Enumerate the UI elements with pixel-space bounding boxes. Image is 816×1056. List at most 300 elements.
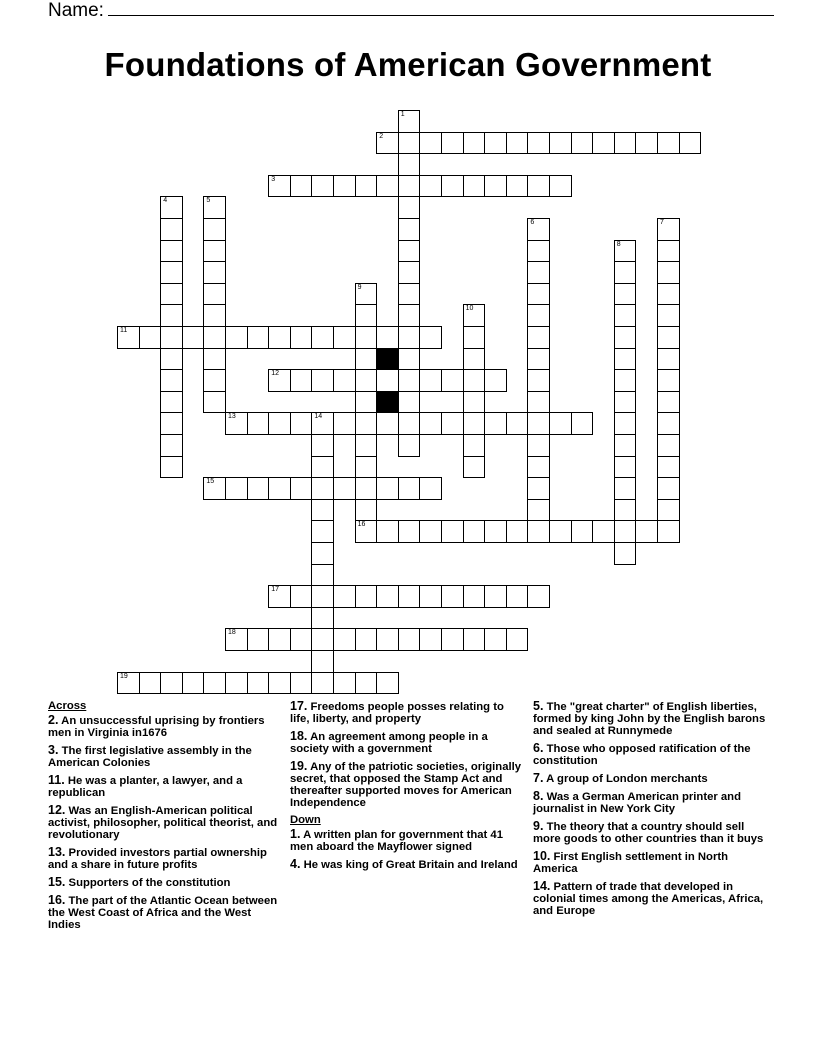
grid-cell[interactable] — [527, 477, 550, 500]
grid-cell[interactable] — [203, 391, 226, 414]
grid-cell[interactable] — [333, 326, 356, 349]
grid-cell[interactable] — [419, 175, 442, 198]
grid-cell[interactable] — [139, 672, 162, 695]
grid-cell[interactable] — [549, 175, 572, 198]
grid-cell[interactable] — [614, 304, 637, 327]
grid-cell[interactable] — [311, 564, 334, 587]
grid-cell[interactable] — [657, 369, 680, 392]
grid-cell[interactable] — [333, 412, 356, 435]
grid-cell[interactable] — [247, 628, 270, 651]
grid-cell[interactable] — [549, 520, 572, 543]
grid-cell[interactable] — [657, 434, 680, 457]
grid-cell[interactable] — [160, 391, 183, 414]
grid-cell[interactable] — [290, 585, 313, 608]
grid-cell[interactable] — [311, 434, 334, 457]
grid-cell[interactable] — [355, 456, 378, 479]
grid-cell[interactable] — [376, 672, 399, 695]
clue-text: An agreement among people in a society with a government — [290, 731, 488, 755]
grid-cell[interactable] — [527, 369, 550, 392]
grid-cell[interactable] — [160, 218, 183, 241]
grid-cell[interactable] — [484, 520, 507, 543]
grid-cell[interactable] — [398, 196, 421, 219]
grid-cell[interactable] — [203, 326, 226, 349]
clue-item — [290, 730, 526, 755]
grid-cell[interactable] — [311, 326, 334, 349]
grid-cell[interactable] — [355, 283, 378, 306]
grid-cell[interactable] — [376, 369, 399, 392]
grid-cell[interactable] — [160, 304, 183, 327]
grid-cell[interactable] — [549, 412, 572, 435]
grid-cell[interactable] — [419, 520, 442, 543]
grid-cell[interactable] — [290, 672, 313, 695]
grid-cell[interactable] — [398, 477, 421, 500]
clue-number-label: 2. — [48, 713, 59, 727]
grid-cell[interactable] — [657, 304, 680, 327]
grid-cell[interactable] — [419, 585, 442, 608]
grid-cell[interactable] — [290, 477, 313, 500]
grid-cell[interactable] — [527, 585, 550, 608]
grid-cell[interactable] — [419, 326, 442, 349]
clue-number-label: 5. — [533, 699, 544, 713]
grid-cell[interactable] — [614, 499, 637, 522]
grid-cell[interactable] — [484, 175, 507, 198]
grid-cell[interactable] — [225, 412, 248, 435]
grid-cell[interactable] — [463, 412, 486, 435]
grid-cell[interactable] — [311, 499, 334, 522]
clue-item — [48, 804, 284, 841]
grid-cell[interactable] — [398, 628, 421, 651]
grid-cell[interactable] — [398, 218, 421, 241]
grid-cell[interactable] — [290, 175, 313, 198]
grid-cell[interactable] — [376, 326, 399, 349]
clue-number: 3 — [271, 175, 276, 183]
grid-cell[interactable] — [160, 196, 183, 219]
grid-cell[interactable] — [657, 499, 680, 522]
grid-cell[interactable] — [268, 628, 291, 651]
grid-cell[interactable] — [419, 369, 442, 392]
grid-cell[interactable] — [376, 132, 399, 155]
clue-number-label: 3. — [48, 743, 59, 757]
grid-cell[interactable] — [571, 520, 594, 543]
grid-cell[interactable] — [355, 412, 378, 435]
grid-cell[interactable] — [355, 520, 378, 543]
grid-cell[interactable] — [441, 412, 464, 435]
grid-cell[interactable] — [290, 412, 313, 435]
grid-cell[interactable] — [333, 585, 356, 608]
clue-item — [290, 700, 526, 725]
grid-cell[interactable] — [506, 585, 529, 608]
clue-text: The part of the Atlantic Ocean between the West Coast of Africa and the West Indies — [48, 895, 278, 931]
grid-cell[interactable] — [441, 369, 464, 392]
clue-text: Pattern of trade that developed in colonial times among the Americas, Africa, and Europe — [533, 881, 764, 917]
page-title: Foundations of American Government — [104, 46, 712, 83]
clue-number: 1 — [400, 111, 405, 118]
clue-text: He was king of Great Britain and Ireland — [303, 859, 518, 871]
grid-cell[interactable] — [614, 542, 637, 565]
clue-item — [290, 828, 526, 853]
clue-number: 16 — [357, 521, 366, 529]
grid-cell[interactable] — [527, 391, 550, 414]
grid-cell[interactable] — [398, 240, 421, 263]
grid-cell[interactable] — [376, 520, 399, 543]
grid-cell[interactable] — [657, 132, 680, 155]
clue-item — [290, 858, 526, 871]
clue-item — [48, 774, 284, 799]
grid-cell[interactable] — [268, 369, 291, 392]
grid-cell[interactable] — [398, 153, 421, 176]
grid-cell[interactable] — [592, 520, 615, 543]
grid-cell[interactable] — [247, 672, 270, 695]
grid-cell[interactable] — [527, 499, 550, 522]
grid-cell[interactable] — [463, 520, 486, 543]
grid-cell[interactable] — [441, 175, 464, 198]
grid-cell[interactable] — [398, 391, 421, 414]
grid-cell[interactable] — [463, 326, 486, 349]
grid-cell[interactable] — [549, 132, 572, 155]
grid-cell[interactable] — [463, 132, 486, 155]
grid-cell[interactable] — [614, 456, 637, 479]
grid-cell[interactable] — [160, 283, 183, 306]
grid-cell[interactable] — [463, 434, 486, 457]
grid-cell[interactable] — [657, 412, 680, 435]
grid-cell[interactable] — [311, 650, 334, 673]
clue-number-label: 4. — [290, 857, 301, 871]
clue-column-3 — [533, 700, 769, 922]
grid-cell[interactable] — [398, 283, 421, 306]
name-label: Name: — [48, 0, 104, 21]
grid-cell[interactable] — [268, 326, 291, 349]
grid-cell[interactable] — [506, 628, 529, 651]
grid-cell[interactable] — [139, 326, 162, 349]
clue-number: 2 — [379, 132, 384, 140]
grid-cell[interactable] — [376, 412, 399, 435]
grid-cell[interactable] — [441, 585, 464, 608]
grid-cell[interactable] — [355, 175, 378, 198]
grid-cell[interactable] — [614, 412, 637, 435]
clue-item — [533, 850, 769, 875]
grid-cell[interactable] — [614, 132, 637, 155]
clue-text: Any of the patriotic societies, originally secret, that opposed the Stamp Act and thereafter supported moves for American Independence — [290, 761, 522, 809]
grid-cell[interactable] — [657, 326, 680, 349]
grid-cell[interactable] — [635, 132, 658, 155]
grid-cell[interactable] — [398, 348, 421, 371]
clue-number: 19 — [120, 672, 128, 680]
grid-cell[interactable] — [441, 132, 464, 155]
clue-number: 6 — [530, 219, 535, 226]
grid-cell[interactable] — [614, 434, 637, 457]
grid-cell[interactable] — [268, 585, 291, 608]
grid-cell[interactable] — [182, 672, 205, 695]
clue-number-label: 15. — [48, 875, 66, 889]
grid-cell[interactable] — [463, 391, 486, 414]
grid-cell[interactable] — [614, 369, 637, 392]
grid-cell[interactable] — [311, 542, 334, 565]
grid-cell[interactable] — [657, 261, 680, 284]
grid-cell[interactable] — [398, 132, 421, 155]
grid-cell[interactable] — [463, 348, 486, 371]
grid-cell[interactable] — [203, 196, 226, 219]
clue-text: Those who opposed ratification of the constitution — [533, 743, 751, 767]
grid-cell[interactable] — [463, 585, 486, 608]
clue-number: 13 — [228, 413, 236, 421]
grid-cell[interactable] — [506, 175, 529, 198]
grid-cell[interactable] — [203, 672, 226, 695]
grid-cell[interactable] — [117, 672, 140, 695]
grid-cell[interactable] — [463, 304, 486, 327]
grid-cell[interactable] — [311, 672, 334, 695]
grid-cell[interactable] — [203, 218, 226, 241]
grid-cell[interactable] — [484, 132, 507, 155]
grid-cell[interactable] — [484, 369, 507, 392]
grid-cell[interactable] — [203, 240, 226, 263]
clue-number: 17 — [271, 586, 279, 594]
grid-cell[interactable] — [376, 477, 399, 500]
grid-cell[interactable] — [527, 520, 550, 543]
grid-cell[interactable] — [160, 261, 183, 284]
grid-cell[interactable] — [160, 672, 183, 695]
black-square — [376, 348, 399, 371]
grid-cell[interactable] — [355, 628, 378, 651]
clue-number-label: 14. — [533, 879, 551, 893]
clue-column-1 — [48, 700, 284, 936]
grid-cell[interactable] — [268, 672, 291, 695]
clue-item — [533, 880, 769, 917]
grid-cell[interactable] — [463, 175, 486, 198]
clue-text: A written plan for government that 41 men aboard the Mayflower signed — [290, 829, 503, 853]
grid-cell[interactable] — [203, 348, 226, 371]
grid-cell[interactable] — [376, 628, 399, 651]
grid-cell[interactable] — [463, 628, 486, 651]
grid-cell[interactable] — [355, 477, 378, 500]
grid-cell[interactable] — [311, 628, 334, 651]
grid-cell[interactable] — [268, 175, 291, 198]
grid-cell[interactable] — [355, 369, 378, 392]
grid-cell[interactable] — [225, 628, 248, 651]
grid-cell[interactable] — [527, 240, 550, 263]
grid-cell[interactable] — [571, 412, 594, 435]
grid-cell[interactable] — [527, 132, 550, 155]
clue-text: Supporters of the constitution — [68, 877, 231, 889]
grid-cell[interactable] — [484, 412, 507, 435]
grid-cell[interactable] — [398, 304, 421, 327]
grid-cell[interactable] — [311, 477, 334, 500]
grid-cell[interactable] — [398, 175, 421, 198]
grid-cell[interactable] — [398, 261, 421, 284]
grid-cell[interactable] — [463, 456, 486, 479]
grid-cell[interactable] — [398, 369, 421, 392]
grid-cell[interactable] — [355, 304, 378, 327]
clue-item — [533, 772, 769, 785]
grid-cell[interactable] — [247, 326, 270, 349]
grid-cell[interactable] — [355, 585, 378, 608]
grid-cell[interactable] — [203, 369, 226, 392]
clue-number: 18 — [228, 629, 236, 637]
grid-cell[interactable] — [506, 132, 529, 155]
grid-cell[interactable] — [333, 672, 356, 695]
grid-cell[interactable] — [225, 477, 248, 500]
clue-text: The theory that a country should sell more goods to other countries than it buys — [533, 821, 764, 845]
clue-number: 10 — [465, 305, 474, 313]
grid-cell[interactable] — [657, 283, 680, 306]
clue-text: Was a German American printer and journalist in New York City — [533, 791, 741, 815]
clue-number: 15 — [206, 478, 215, 486]
grid-cell[interactable] — [657, 218, 680, 241]
grid-cell[interactable] — [527, 348, 550, 371]
grid-cell[interactable] — [657, 348, 680, 371]
grid-cell[interactable] — [506, 520, 529, 543]
grid-cell[interactable] — [657, 456, 680, 479]
grid-cell[interactable] — [290, 628, 313, 651]
clue-number: 9 — [357, 283, 362, 291]
grid-cell[interactable] — [376, 175, 399, 198]
grid-cell[interactable] — [311, 369, 334, 392]
grid-cell[interactable] — [614, 391, 637, 414]
grid-cell[interactable] — [311, 585, 334, 608]
grid-cell[interactable] — [225, 326, 248, 349]
clue-item — [533, 790, 769, 815]
grid-cell[interactable] — [398, 326, 421, 349]
grid-cell[interactable] — [160, 369, 183, 392]
clue-text: A group of London merchants — [546, 773, 708, 785]
clue-text: An unsuccessful uprising by frontiers men in Virginia in1676 — [48, 715, 265, 739]
grid-cell[interactable] — [160, 412, 183, 435]
grid-cell[interactable] — [290, 369, 313, 392]
grid-cell[interactable] — [419, 477, 442, 500]
grid-cell[interactable] — [247, 477, 270, 500]
clue-item — [533, 700, 769, 737]
clue-number-label: 1. — [290, 827, 301, 841]
grid-cell[interactable] — [376, 585, 399, 608]
grid-cell[interactable] — [247, 412, 270, 435]
grid-cell[interactable] — [614, 283, 637, 306]
grid-cell[interactable] — [355, 672, 378, 695]
grid-cell[interactable] — [355, 326, 378, 349]
clue-number-label: 8. — [533, 789, 544, 803]
grid-cell[interactable] — [203, 477, 226, 500]
grid-cell[interactable] — [333, 175, 356, 198]
grid-cell[interactable] — [398, 434, 421, 457]
grid-cell[interactable] — [527, 261, 550, 284]
grid-cell[interactable] — [419, 412, 442, 435]
grid-cell[interactable] — [333, 477, 356, 500]
clue-number: 14 — [314, 413, 323, 421]
grid-cell[interactable] — [614, 240, 637, 263]
grid-cell[interactable] — [527, 434, 550, 457]
grid-cell[interactable] — [614, 261, 637, 284]
clue-number: 11 — [120, 327, 128, 334]
clue-number-label: 7. — [533, 771, 544, 785]
grid-cell[interactable] — [527, 326, 550, 349]
clue-number-label: 16. — [48, 893, 66, 907]
grid-cell[interactable] — [333, 628, 356, 651]
grid-cell[interactable] — [657, 477, 680, 500]
grid-cell[interactable] — [268, 412, 291, 435]
grid-cell[interactable] — [463, 369, 486, 392]
clue-column-2 — [290, 700, 526, 876]
clue-item — [48, 894, 284, 931]
grid-cell[interactable] — [484, 585, 507, 608]
clue-number: 12 — [271, 370, 279, 378]
grid-cell[interactable] — [614, 326, 637, 349]
clue-number-label: 11. — [48, 773, 65, 787]
grid-cell[interactable] — [311, 175, 334, 198]
clue-item — [533, 742, 769, 767]
grid-cell[interactable] — [160, 240, 183, 263]
grid-cell[interactable] — [527, 304, 550, 327]
grid-cell[interactable] — [117, 326, 140, 349]
grid-cell[interactable] — [268, 477, 291, 500]
grid-cell[interactable] — [160, 348, 183, 371]
grid-cell[interactable] — [441, 628, 464, 651]
grid-cell[interactable] — [182, 326, 205, 349]
grid-cell[interactable] — [657, 391, 680, 414]
grid-cell[interactable] — [657, 240, 680, 263]
grid-cell[interactable] — [419, 132, 442, 155]
grid-cell[interactable] — [679, 132, 702, 155]
grid-cell[interactable] — [225, 672, 248, 695]
grid-cell[interactable] — [160, 456, 183, 479]
grid-cell[interactable] — [311, 607, 334, 630]
clue-text: Provided investors partial ownership and a share in future profits — [48, 847, 267, 871]
clue-number: 8 — [616, 240, 621, 248]
grid-cell[interactable] — [484, 628, 507, 651]
grid-cell[interactable] — [657, 520, 680, 543]
grid-cell[interactable] — [419, 628, 442, 651]
grid-cell[interactable] — [311, 456, 334, 479]
grid-cell[interactable] — [203, 304, 226, 327]
grid-cell[interactable] — [355, 391, 378, 414]
clue-number: 4 — [163, 197, 168, 205]
grid-cell[interactable] — [527, 218, 550, 241]
clue-number: 5 — [206, 197, 211, 205]
grid-cell[interactable] — [355, 499, 378, 522]
clue-heading-down: Down — [290, 814, 321, 826]
grid-cell[interactable] — [160, 434, 183, 457]
clue-text: The first legislative assembly in the American Colonies — [48, 745, 252, 769]
grid-cell[interactable] — [398, 110, 421, 133]
grid-cell[interactable] — [527, 412, 550, 435]
clue-number-label: 17. — [290, 699, 308, 713]
grid-cell[interactable] — [203, 261, 226, 284]
grid-cell[interactable] — [527, 175, 550, 198]
grid-cell[interactable] — [571, 132, 594, 155]
clue-number-label: 18. — [290, 729, 308, 743]
grid-cell[interactable] — [592, 132, 615, 155]
grid-cell[interactable] — [355, 434, 378, 457]
grid-cell[interactable] — [398, 585, 421, 608]
clue-item — [48, 714, 284, 739]
grid-cell[interactable] — [311, 412, 334, 435]
grid-cell[interactable] — [506, 412, 529, 435]
grid-cell[interactable] — [614, 477, 637, 500]
grid-cell[interactable] — [311, 520, 334, 543]
grid-cell[interactable] — [290, 326, 313, 349]
grid-cell[interactable] — [527, 456, 550, 479]
grid-cell[interactable] — [355, 348, 378, 371]
black-square — [376, 391, 399, 414]
grid-cell[interactable] — [614, 520, 637, 543]
grid-cell[interactable] — [398, 520, 421, 543]
grid-cell[interactable] — [614, 348, 637, 371]
grid-cell[interactable] — [635, 520, 658, 543]
grid-cell[interactable] — [527, 283, 550, 306]
grid-cell[interactable] — [441, 520, 464, 543]
clue-item — [533, 820, 769, 845]
grid-cell[interactable] — [203, 283, 226, 306]
grid-cell[interactable] — [160, 326, 183, 349]
grid-cell[interactable] — [398, 412, 421, 435]
grid-cell[interactable] — [333, 369, 356, 392]
